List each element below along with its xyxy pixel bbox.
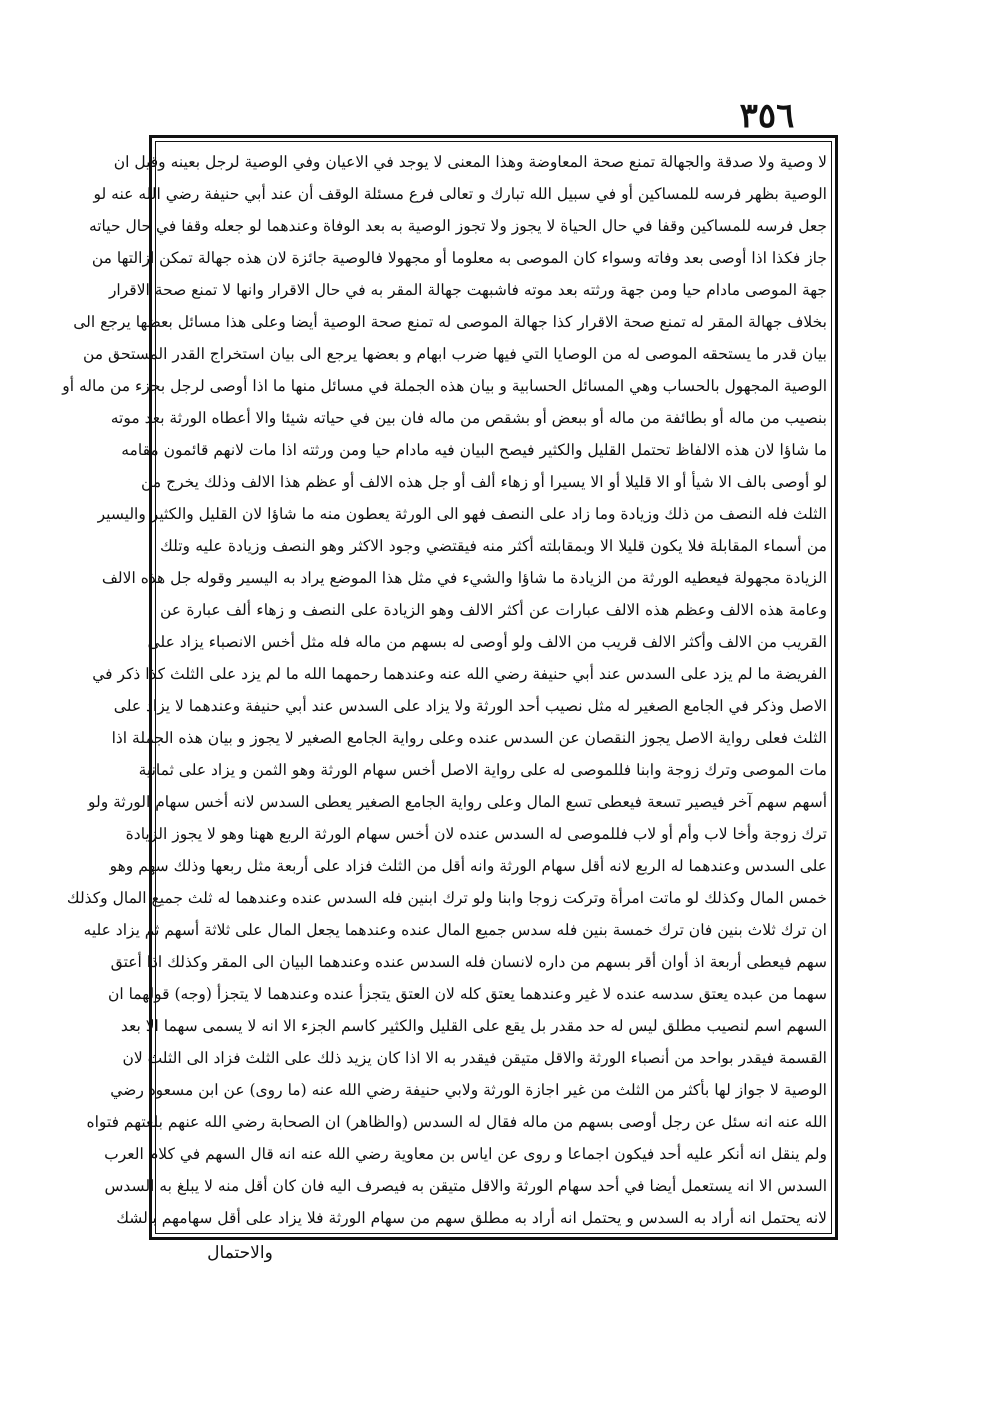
- text-line: بخلاف جهالة المقر له تمنع صحة الاقرار كذا جهالة الموصى له تمنع صحة الوصية أيضا وعلى هذا مسائل بعضها يرجع الى: [73, 313, 827, 331]
- text-line: على السدس وعندهما له الربع لانه أقل سهام الورثة وانه أقل من الثلث فزاد على أربعة مثل ربعها وذلك سهم وهو: [109, 857, 827, 875]
- text-line: الزيادة مجهولة فيعطيه الورثة من الزيادة ما شاؤا والشيء في مثل هذا الموضع يراد به اليسير وقوله جل هذه الالف: [101, 569, 827, 587]
- text-line: القسمة فيقدر بواحد من أنصباء الورثة والاقل متيقن فيقدر به الا اذا كان يزيد ذلك على الثلث فزاد الى الثلث لان: [122, 1049, 827, 1067]
- catchword: والاحتمال: [207, 1243, 273, 1263]
- text-line: خمس المال وكذلك لو ماتت امرأة وتركت زوجا وابنا ولو ترك ابنين فله السدس عنده وعندهما له ثلث جميع المال وكذلك: [66, 889, 827, 907]
- text-line: مات الموصى وترك زوجة وابنا فللموصى له على رواية الاصل أخس سهام الورثة وهو الثمن و يزاد على ثمانية: [138, 761, 827, 779]
- text-line: لو أوصى بالف الا شيأ أو الا قليلا أو الا يسيرا أو زهاء ألف أو جل هذه الالف أو عظم هذا الالف وذلك يخرج من: [141, 473, 827, 491]
- text-line: الثلث فله النصف من ذلك وزيادة وما زاد على النصف فهو الى الورثة يعطون منه ما شاؤا لان القليل والكثير واليسير: [97, 505, 827, 523]
- text-line: ان ترك ثلاث بنين فان ترك خمسة بنين فله سدس جميع المال عنده وعندهما يجعل المال على ثلاثة أسهم ثم يزاد عليه: [83, 921, 827, 939]
- text-line: القريب من الالف وأكثر الالف قريب من الالف ولو أوصى له بسهم من ماله فله مثل أخس الانصباء يزاد على: [147, 633, 827, 651]
- text-line: ما شاؤا لان هذه الالفاظ تحتمل القليل والكثير فيصح البيان فيه مادام حيا ومن ورثته اذا مات لانهم قائمون مقامه: [121, 441, 827, 459]
- text-line: أسهم سهم آخر فيصير تسعة فيعطى تسع المال وعلى رواية الجامع الصغير يعطى السدس لانه أخس سهام الورثة ولو: [87, 793, 827, 811]
- text-line: الثلث فعلى رواية الاصل يجوز النقصان عن السدس عنده وعلى رواية الجامع الصغير لا يجوز و بيان هذه الجملة اذا: [111, 729, 827, 747]
- text-line: لانه يحتمل انه أراد به السدس و يحتمل انه أراد به مطلق سهم من سهام الورثة فلا يزاد على أقل سهامهم بالشك: [116, 1209, 827, 1227]
- text-line: الوصية بظهر فرسه للمساكين أو في سبيل الله تبارك و تعالى فرع مسئلة الوقف أن عند أبي حنيفة رضي الله عنه لو: [93, 185, 827, 203]
- text-line: لا وصية ولا صدقة والجهالة تمنع صحة المعاوضة وهذا المعنى لا يوجد في الاعيان وفي الوصية لرجل بعينه وقيل ان: [113, 153, 827, 171]
- text-line: بيان قدر ما يستحقه الموصى له من الوصايا التي فيها ضرب ابهام و بعضها يرجع الى بيان استخراج القدر المستحق من: [83, 345, 827, 363]
- text-line: بنصيب من ماله أو بطائفة من ماله أو ببعض أو بشقص من ماله فان بين في حياته شيئا والا أعطاه الورثة بعد موته: [110, 409, 827, 427]
- text-line: جعل فرسه للمساكين وقفا في حال الحياة لا يجوز ولا تجوز الوصية به بعد الوفاة وعندهما لو جعله وقفا في حال حياته: [88, 217, 827, 235]
- text-line: من أسماء المقابلة فلا يكون قليلا الا وبمقابلته أكثر منه فيقتضي وجود الاكثر وهو النصف وزيادة عليه وتلك: [160, 537, 827, 555]
- text-line: سهما من عبده يعتق سدسه عنده لا غير وعندهما يعتق كله لان العتق يتجزأ عنده وعندهما لا يتجزأ (وجه) قولهما ان: [107, 985, 827, 1003]
- text-line: جهة الموصى مادام حيا ومن جهة ورثته بعد موته فاشبهت جهالة المقر به في حال الاقرار وانها لا تمنع صحة الاقرار: [108, 281, 827, 299]
- text-line: الفريضة ما لم يزد على السدس عند أبي حنيفة رضي الله عنه وعندهما رحمهما الله ما لم يزد على الثلث كذا ذكر في: [92, 665, 827, 683]
- text-line: سهم فيعطى أربعة اذ أوان أقر بسهم من داره لانسان فله السدس عنده وعندهما البيان الى المقر وكذلك اذا أعتق: [110, 953, 827, 971]
- body-text: [62, 146, 827, 1230]
- text-line: ترك زوجة وأخا لاب وأم أو لاب فللموصى له السدس عنده لان أخس سهام الورثة الربع ههنا وهو لا يجوز الزيادة: [125, 825, 827, 843]
- text-line: ولم ينقل انه أنكر عليه أحد فيكون اجماعا و روى عن اياس بن معاوية رضي الله عنه انه قال السهم في كلام العرب: [104, 1145, 827, 1163]
- page-number: ٣٥٦: [739, 96, 795, 136]
- text-line: السهم اسم لنصيب مطلق ليس له حد مقدر بل يقع على القليل والكثير كاسم الجزء الا انه لا يسمى سهما الا بعد: [120, 1017, 827, 1035]
- text-line: الوصية لا جواز لها بأكثر من الثلث من غير اجازة الورثة ولابي حنيفة رضي الله عنه (ما روى) عن ابن مسعود رضي: [110, 1081, 827, 1099]
- text-line: الوصية المجهول بالحساب وهي المسائل الحسابية و بيان هذه الجملة في مسائل منها ما اذا أوصى لرجل بجزء من ماله أو: [62, 377, 827, 395]
- text-line: وعامة هذه الالف وعظم هذه الالف عبارات عن أكثر الالف وهو الزيادة على النصف و زهاء ألف عبارة عن: [160, 601, 827, 619]
- text-line: الاصل وذكر في الجامع الصغير له مثل نصيب أحد الورثة ولا يزاد على السدس عند أبي حنيفة وعندهما لا يزاد على: [113, 697, 827, 715]
- text-line: السدس الا انه يستعمل أيضا في أحد سهام الورثة والاقل متيقن به فيصرف اليه فان كان أقل منه لا يبلغ به السدس: [104, 1177, 827, 1195]
- text-line: جاز فكذا اذا أوصى بعد وفاته وسواء كان الموصى به معلوما أو مجهولا فالوصية جائزة لان هذه جهالة تمكن ازالتها من: [91, 249, 827, 267]
- text-line: الله عنه انه سئل عن رجل أوصى بسهم من ماله فقال له السدس (والظاهر) ان الصحابة رضي الله عنهم بلغتهم فتواه: [86, 1113, 827, 1131]
